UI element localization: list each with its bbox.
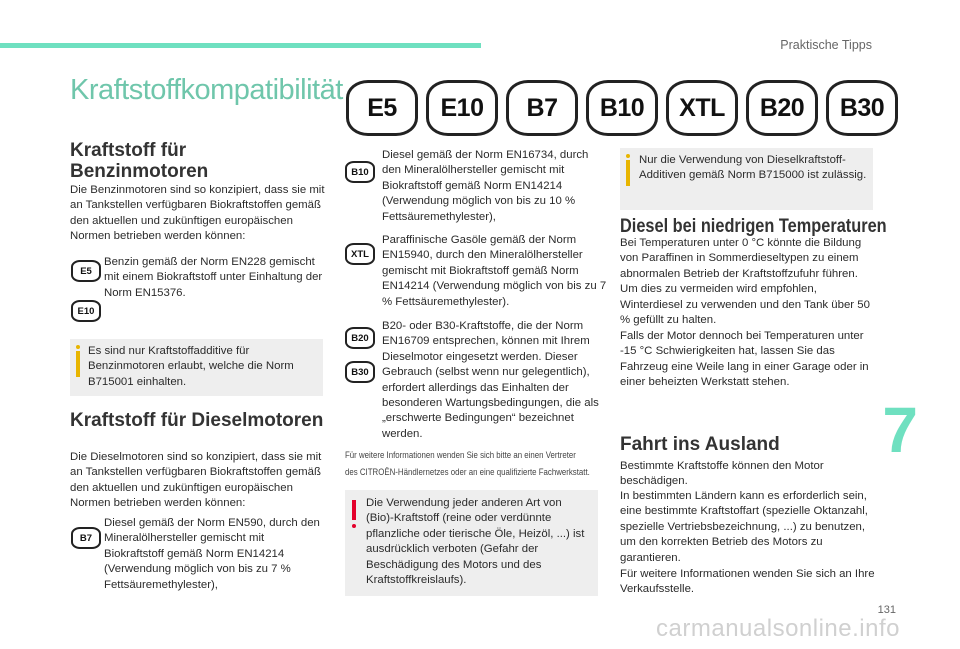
fuel-label-b30-small-icon: B30 <box>345 361 375 383</box>
low-temperature-heading: Diesel bei niedrigen Temperaturen <box>620 216 887 237</box>
abroad-heading: Fahrt ins Ausland <box>620 434 780 455</box>
fuel-label-e5-small-icon: E5 <box>71 260 101 282</box>
chapter-number: 7 <box>882 394 918 466</box>
warning-box <box>345 490 598 596</box>
fuel-label-xtl-icon: XTL <box>666 80 738 136</box>
warning-icon <box>351 500 357 532</box>
petrol-fuel-description: Benzin gemäß der Norm EN228 gemischt mit einem Biokraftstoff unter Einhaltung der Norm EN15376. <box>104 256 323 299</box>
fuel-label-b10-icon: B10 <box>586 80 658 136</box>
fuel-label-row <box>346 80 898 136</box>
fuel-label-b10-small-icon: B10 <box>345 161 375 183</box>
diesel-additive-info-text: Nur die Verwendung von Dieselkraftstoff-Additiven gemäß Norm B715000 ist zulässig. <box>639 154 867 182</box>
fuel-label-b7-icon: B7 <box>506 80 578 136</box>
fuel-label-b20-small-icon: B20 <box>345 327 375 349</box>
fuel-label-e5-icon: E5 <box>346 80 418 136</box>
section-title: Praktische Tipps <box>780 38 872 52</box>
warning-text: Die Verwendung jeder anderen Art von (Bio)-Kraftstoff (reine oder verdünnte pflanzliche oder tierische Öle, Heizöl, ...) ist ausdrücklich verboten (Gefahr der Beschädigung des Motors und des Kraftstoffkreislaufs). <box>366 497 585 587</box>
watermark: carmanualsonline.info <box>656 615 900 642</box>
petrol-intro: Die Benzinmotoren sind so konzipiert, dass sie mit an Tankstellen verfügbaren Biokraftstoffen gemäß den aktuellen und zukünftigen europäischen Normen betrieben werden können: <box>70 184 325 243</box>
header-accent-bar <box>0 43 481 48</box>
petrol-additive-info-box <box>70 339 323 396</box>
fuel-label-b30-icon: B30 <box>826 80 898 136</box>
diesel-heading: Kraftstoff für Dieselmotoren <box>70 410 324 431</box>
fuel-label-e10-icon: E10 <box>426 80 498 136</box>
info-icon <box>75 345 81 377</box>
dealer-note-line-2: des CITROËN-Händlernetzes oder an eine qualifizierte Fachwerkstatt. <box>345 467 590 478</box>
diesel-additive-info-box <box>620 148 873 210</box>
dealer-note-line-1: Für weitere Informationen wenden Sie sich bitte an einen Vertreter <box>345 450 576 461</box>
page-number: 131 <box>877 604 896 616</box>
fuel-label-b7-small-icon: B7 <box>71 527 101 549</box>
abroad-text-1: Bestimmte Kraftstoffe können den Motor beschädigen. <box>620 460 824 488</box>
xtl-description: Paraffinische Gasöle gemäß der Norm EN15940, durch den Mineralölhersteller gemischt mit Biokraftstoff gemäß Norm EN14214 (Verwendung möglich von bis zu 7 % Fettsäuremethylester). <box>382 234 607 308</box>
abroad-text-3: Für weitere Informationen wenden Sie sich an Ihre Verkaufsstelle. <box>620 568 875 596</box>
b7-description: Diesel gemäß der Norm EN590, durch den Mineralölhersteller gemischt mit Biokraftstoff gemäß Norm EN14214 (Verwendung möglich von bis zu 7 % Fettsäuremethylester), <box>104 517 320 591</box>
low-temperature-text-1: Bei Temperaturen unter 0 °C könnte die Bildung von Paraffinen in Sommerdieseltypen zu einem abnormalen Betrieb der Kraftstoffzufuhr führen. Um dies zu vermeiden wird empfohlen, Winterdiesel zu verwenden und den Tank über 50 % gefüllt zu halten. <box>620 237 870 327</box>
info-icon <box>625 154 631 186</box>
fuel-label-b20-icon: B20 <box>746 80 818 136</box>
petrol-heading: Kraftstoff für Benzinmotoren <box>70 140 209 182</box>
fuel-label-xtl-small-icon: XTL <box>345 243 375 265</box>
page-title: Kraftstoffkompatibilität <box>70 74 343 106</box>
b10-description: Diesel gemäß der Norm EN16734, durch den Mineralölhersteller gemischt mit Biokraftstoff gemäß Norm EN14214 (Verwendung möglich von bis zu 10 % Fettsäuremethylester), <box>382 149 589 223</box>
b20-b30-description: B20- oder B30-Kraftstoffe, die der Norm EN16709 entsprechen, können mit Ihrem Dieselmotor eingesetzt werden. Dieser Gebrauch (selbst wenn nur gelegentlich), erfordert allerdings das Einhalten der besonderen Wartungsbedingungen, die als „erschwerte Bedingungen“ bezeichnet werden. <box>382 320 599 440</box>
abroad-text-2: In bestimmten Ländern kann es erforderlich sein, eine bestimmte Kraftstoffart (spezielle Oktanzahl, spezielle Vertriebsbezeichnung, ...) zu benutzen, um den korrekten Betrieb des Motors zu garantieren. <box>620 490 868 564</box>
petrol-additive-info-text: Es sind nur Kraftstoffadditive für Benzinmotoren erlaubt, welche die Norm B715001 einhalten. <box>88 345 294 388</box>
fuel-label-e10-small-icon: E10 <box>71 300 101 322</box>
diesel-intro: Die Dieselmotoren sind so konzipiert, dass sie mit an Tankstellen verfügbaren Biokraftstoffen gemäß den aktuellen und zukünftigen europäischen Normen betrieben werden können: <box>70 451 322 510</box>
low-temperature-text-2: Falls der Motor dennoch bei Temperaturen unter -15 °C Schwierigkeiten hat, lassen Sie das Fahrzeug eine Weile lang in einer Garage oder in einer beheizten Werkstatt stehen. <box>620 330 869 389</box>
